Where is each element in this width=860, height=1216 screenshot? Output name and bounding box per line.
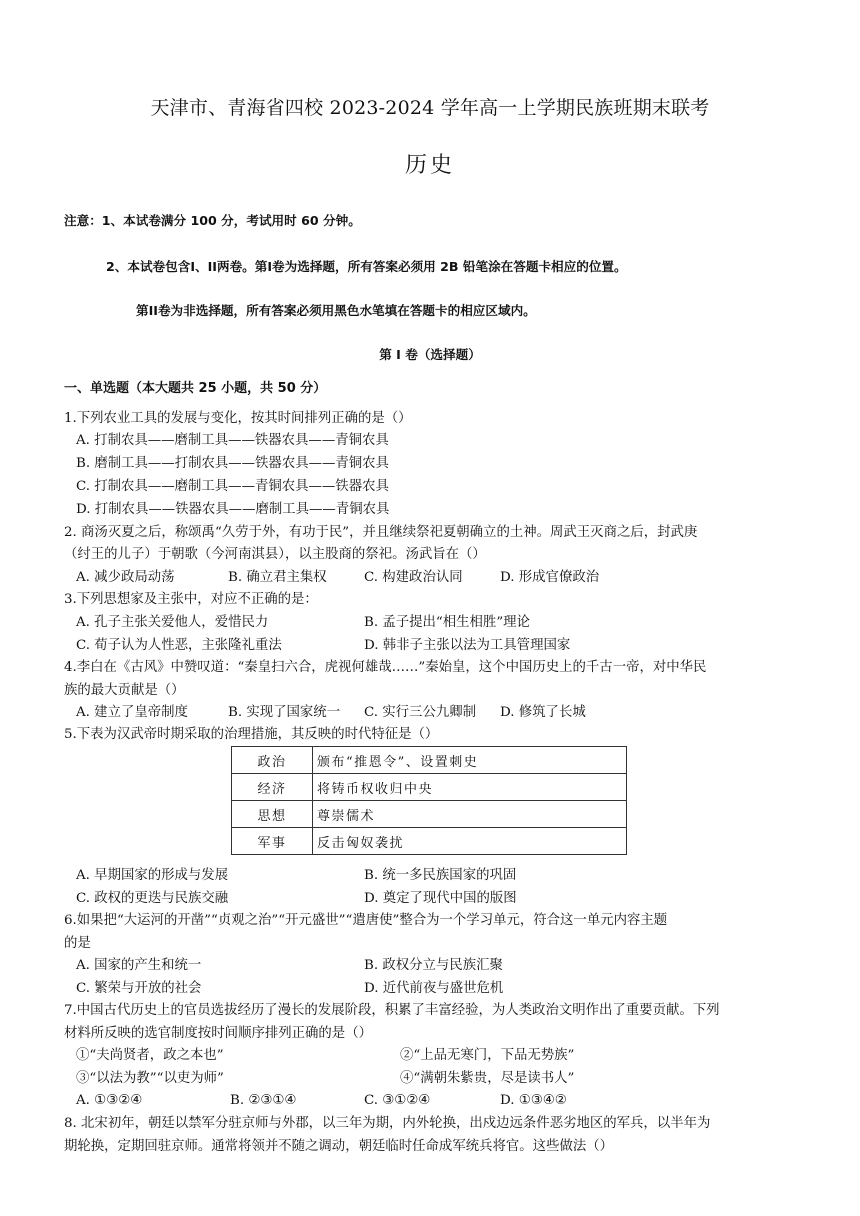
note-3: 第II卷为非选择题，所有答案必须用黑色水笔填在答题卡的相应区域内。 — [136, 303, 536, 318]
q8-stem-2: 期轮换，定期回驻京师。通常将领并不随之调动，朝廷临时任命成军统兵将官。这些做法（） — [64, 1139, 614, 1154]
q7-material-1: ①“夫尚贤者，政之本也” — [76, 1048, 224, 1063]
q2-option-d: D. 形成官僚政治 — [500, 570, 600, 585]
q1-option-c: C. 打制农具——磨制工具——青铜农具——铁器农具 — [76, 479, 389, 494]
table-cell-key: 政治 — [232, 747, 313, 774]
table-cell-key: 军事 — [232, 828, 313, 855]
q4-option-a: A. 建立了皇帝制度 — [76, 705, 188, 720]
q4-stem-1: 4.李白在《古风》中赞叹道：“秦皇扫六合，虎视何雄哉……”秦始皇，这个中国历史上的千古一帝，对中华民 — [64, 660, 707, 675]
q1-option-a: A. 打制农具——磨制工具——铁器农具——青铜农具 — [76, 433, 389, 448]
table-row — [232, 801, 627, 828]
table-cell-value: 尊崇儒术 — [313, 801, 627, 828]
q4-option-b: B. 实现了国家统一 — [228, 705, 341, 720]
q3-stem: 3.下列思想家及主张中，对应不正确的是： — [64, 592, 318, 607]
q4-option-c: C. 实行三公九卿制 — [364, 705, 477, 720]
q5-option-b: B. 统一多民族国家的巩固 — [364, 868, 517, 883]
q4-option-d: D. 修筑了长城 — [500, 705, 586, 720]
q1-option-b: B. 磨制工具——打制农具——铁器农具——青铜农具 — [76, 456, 389, 471]
q3-option-d: D. 韩非子主张以法为工具管理国家 — [364, 638, 571, 653]
q6-option-d: D. 近代前夜与盛世危机 — [364, 981, 504, 996]
table-cell-value: 将铸币权收归中央 — [313, 774, 627, 801]
part-title: 一、单选题（本大题共 25 小题，共 50 分） — [64, 381, 327, 396]
q2-option-b: B. 确立君主集权 — [228, 570, 327, 585]
table-cell-key: 思想 — [232, 801, 313, 828]
note-2: 2、本试卷包含I、II两卷。第I卷为选择题，所有答案必须用 2B 铅笔涂在答题卡相应的位置。 — [106, 259, 627, 274]
q1-option-d: D. 打制农具——铁器农具——磨制工具——青铜农具 — [76, 502, 390, 517]
q6-option-c: C. 繁荣与开放的社会 — [76, 981, 202, 996]
table-row — [232, 828, 627, 855]
q7-option-c: C. ③①②④ — [364, 1093, 431, 1108]
table-row — [232, 747, 627, 774]
q7-option-a: A. ①③②④ — [76, 1093, 143, 1108]
q7-option-b: B. ②③①④ — [230, 1093, 297, 1108]
q3-option-c: C. 荀子认为人性恶，主张隆礼重法 — [76, 638, 282, 653]
q4-stem-2: 族的最大贡献是（） — [64, 683, 185, 698]
q2-option-a: A. 减少政局动荡 — [76, 570, 175, 585]
q8-stem-1: 8. 北宋初年，朝廷以禁军分驻京师与外郡，以三年为期，内外轮换，出戍边远条件恶劣地区的军兵，以半年为 — [64, 1116, 711, 1131]
q6-option-b: B. 政权分立与民族汇聚 — [364, 958, 503, 973]
q7-stem-1: 7.中国古代历史上的官员选拔经历了漫长的发展阶段，积累了丰富经验，为人类政治文明作出了重要贡献。下列 — [64, 1003, 720, 1018]
table-row — [232, 774, 627, 801]
q7-material-3: ③“以法为教”“以吏为师” — [76, 1071, 224, 1086]
table-cell-value: 反击匈奴袭扰 — [313, 828, 627, 855]
q5-option-a: A. 早期国家的形成与发展 — [76, 868, 229, 883]
q6-stem-1: 6.如果把“大运河的开凿”“贞观之治”“开元盛世”“遣唐使”整合为一个学习单元，符合这一单元内容主题 — [64, 913, 668, 928]
q7-option-d: D. ①③④② — [500, 1093, 567, 1108]
q1-stem: 1.下列农业工具的发展与变化，按其时间排列正确的是（） — [64, 411, 412, 426]
q5-option-d: D. 奠定了现代中国的版图 — [364, 891, 517, 906]
q2-option-c: C. 构建政治认同 — [364, 570, 463, 585]
q6-stem-2: 的是 — [64, 936, 91, 951]
q7-material-2: ②“上品无寒门，下品无势族” — [400, 1048, 575, 1063]
exam-title: 天津市、青海省四校 2023-2024 学年高一上学期民族班期末联考 — [150, 97, 710, 119]
q2-stem-1: 2. 商汤灭夏之后，称颂禹“久劳于外，有功于民”，并且继续祭祀夏朝确立的土神。周武王灭商之后，封武庚 — [64, 525, 698, 540]
q3-option-b: B. 孟子提出“相生相胜”理论 — [364, 615, 530, 630]
q2-stem-2: （纣王的儿子）于朝歌（今河南淇县），以主股商的祭祀。汤武旨在（） — [64, 547, 486, 562]
q3-option-a: A. 孔子主张关爱他人，爱惜民力 — [76, 615, 269, 630]
q5-option-c: C. 政权的更迭与民族交融 — [76, 891, 229, 906]
table-cell-value: 颁布“推恩令”、设置刺史 — [313, 747, 627, 774]
section-title: 第 I 卷（选择题） — [379, 347, 481, 362]
note-1: 注意：1、本试卷满分 100 分，考试用时 60 分钟。 — [64, 213, 361, 228]
q6-option-a: A. 国家的产生和统一 — [76, 958, 202, 973]
q7-material-4: ④“满朝朱紫贵，尽是读书人” — [400, 1071, 575, 1086]
q5-stem: 5.下表为汉武帝时期采取的治理措施，其反映的时代特征是（） — [64, 727, 439, 742]
q5-table — [231, 746, 627, 855]
table-cell-key: 经济 — [232, 774, 313, 801]
q7-stem-2: 材料所反映的选官制度按时间顺序排列正确的是（） — [64, 1026, 372, 1041]
subject-title: 历史 — [404, 153, 455, 178]
